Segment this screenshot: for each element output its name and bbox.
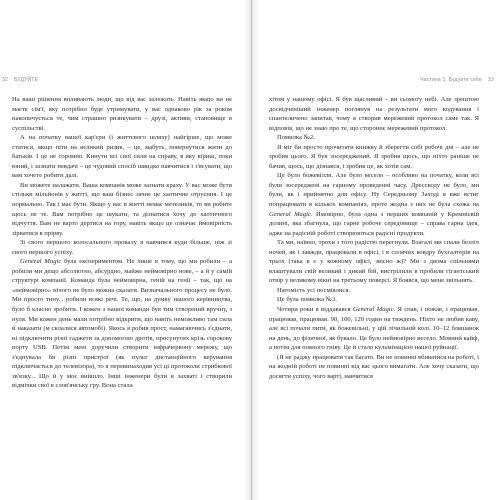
paragraph (269, 95, 479, 133)
paragraph-text: Чотири роки я віддавався (277, 306, 353, 314)
paragraph-text: Це була помилка №3. (277, 296, 337, 304)
paragraph-text: . Ймовірно, була одна з перших компаній у Кремнієвій долині, яка збагнула, що гарне робоче середовище – справа гарна ідея, адже на радісній роботі створюються радісні продукти. (269, 210, 479, 237)
right-page (253, 0, 500, 500)
paragraph-text: . Я спав, і пожав, і працював, працював, працював. 90, 100, 120 годин на тиждень. Ніхто не любив каву, але всі почали пити, як божевільні, у цій лічильній колі. 10–12 бляшанок на день, до фізичної, як бувало. Це було неймовірно весело. Мовний кайф, а потім для повного гніву. Це й стало кульмінацією нашої руйнації. (269, 306, 479, 352)
paragraph (12, 133, 232, 181)
italic-text: General Magic (269, 210, 311, 218)
paragraph-text: Це було божевілля. Але було весело – особливо на початку, коли всі були зосереджені на гарному проведенні часу. Дресскоду не було, ми були, як і прийнятно для офісу. Ну Середньому Заході я вже встиг попрацювати в кількох компаніях, проте жодна з них не була схожа на (269, 172, 479, 209)
italic-text: General Magic (20, 258, 62, 266)
page-number-left: 32 (2, 77, 8, 83)
paragraph (12, 257, 232, 391)
paragraph (269, 238, 479, 286)
right-page-body (269, 95, 479, 381)
left-page-body (12, 95, 232, 391)
paragraph-text: Та ми, наївно, трохи з того радістю перегнули. Взагалі ми спали безліч ночей, як і завжди, працювали в офісі, і в сплячих ковдру бухгалтерів на трьох (така в є у кожному офісі, звісно ж)? Ми з двома спільнями влаштували свій великий і дикий бій, вистрілили в пробили гігантський отвір у великому вікні на третьому поверсі. Я боявся, що мене звільнять. (269, 239, 479, 285)
paragraph (269, 295, 479, 305)
paragraph (12, 181, 232, 238)
paragraph (269, 305, 479, 353)
book-spine (251, 0, 252, 500)
paragraph (269, 353, 479, 382)
paragraph-text: хітом у нашому офісі. Я був щасливий – ви сьомогу небі. Але зрештою досвідченіший інженер поглянув на результати мого кодування і спантеличено запитав, чому я створив мережевий протокол саме так. Я відповів, що не знаю про те, що стороннє мережевий протокол. (269, 96, 479, 132)
paragraph-text: А на початку вашої кар'єри (і життєвого шляху) найгірше, що може статися, якщо піти на великий ризик, – це, мабуть, повернутися жити до батьків. І це не соромно. Кинути всі свої сили на справу, в яку віриш, поки юний, і зазнати невдачі – це чудовий спосіб швидко навчитися і з'ясувати, що вам хочете робити далі. (12, 134, 232, 180)
paragraph-text: На ваші рішення впливають люди, що від вас залежать. Навіть якщо ви не маєте сім'ї, яку потрібно буде утримувати, у вас однаково рік за роком накопичується те, чим страшно ризикувати – друзі, активи, становище в суспільстві. (12, 96, 232, 132)
paragraph (269, 286, 479, 296)
paragraph-text: була експериментом. Не лише в тому, що ми робили – а робили ми дещо абсолютно, абсурдно, майже неймовірно нове, – а й у самій структурі компанії. Команда була неймовірна, геній на генії – так, що на «неймовірно» нічого не було можна сказати. Визначального процесу не було. Ми просто тину... робили всякі речі. Те, що, на думку нашого керівництва, було б класно зробити. І кожен з нашої команди був тим створений вручну, з нуля. Ми кожен день мали потрібно відкрити, що навіть неможливо там сила й наказати (м склалися автомобі). Якось я робив прост, намагаючись з'єднати, ні підключити різні гаджети за допомогою дротів, просунутих крізь сорокову порту USB. Потім мені доручили створити інфрачервону мережу, що з'єднувала би різні пристрої (як пульт дистанційного керування підключається до телевізора), то я перевинаходив усі ці протоколи стрибкової зв'язку... Що й у моє вийшло. Інші інженери були в захваті і створили відмічки свої в слов'янську гру. Вона стала (12, 258, 232, 390)
paragraph-text: Зі свого першого колосального провалу я навчився куди більше, ніж зі свого першого успіху. (12, 239, 232, 256)
running-title-left: БУДУЙТЕ (14, 77, 39, 83)
paragraph (269, 171, 479, 238)
italic-text: General Magic (352, 306, 394, 314)
paragraph-text: Я міг би просто прочитати книжку й зберегти собі робочі дні – але не зробив цього. Я був зосереджений. Я зробив щось, що ніхто раніше не бачив, щось, що дізнався, і зробив це, як хотів сам. (269, 143, 479, 170)
page-number-right: 33 (488, 77, 494, 83)
paragraph-text: Помилка №2. (277, 134, 315, 142)
paragraph (12, 95, 232, 133)
paragraph (269, 133, 479, 143)
paragraph-text: (Я не раджу працювати так багато. Ви не повинні вбиватися на роботі, і на жодній роботі не повинні від вас цього вимагати. Але хочу сказати, що досягти успіху, чого варті, навчитися (269, 353, 479, 380)
paragraph-text: Ви можете налажати. Ваша компанія може зазнати краху. У вас може бути стільки мільйонів у житті, що ваш бізнес зачне це хаотичне отруєння. І це нормально. Так і має бути. Якщо у вас в житті немає метеликів, то ви робите щось не те. Вам потрібно це шукати, та дізнатися хочу до хаотичного відчуття. Вам не варто дертися на гору, навіть якщо це означає ймовірність зірватися в прірву. (12, 181, 232, 237)
paragraph (12, 238, 232, 257)
paragraph (269, 143, 479, 172)
paragraph-text: Натомість усі посміялися. (277, 286, 351, 294)
running-title-right: Частина 1. Будуйте себе (420, 77, 482, 83)
